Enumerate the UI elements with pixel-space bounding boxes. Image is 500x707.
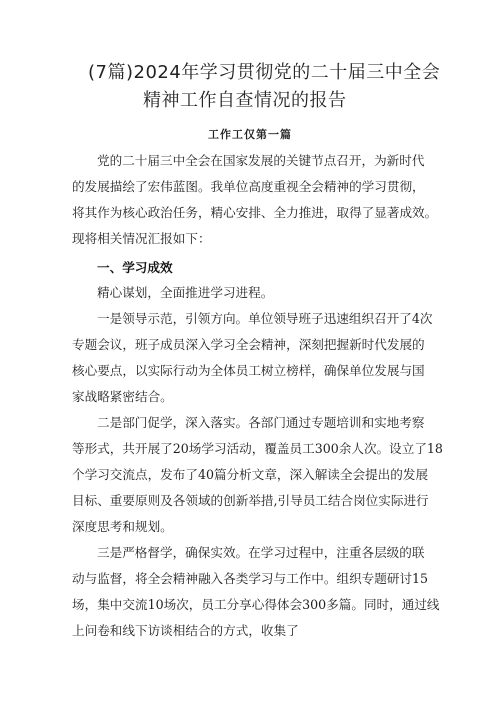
paragraph-two-line-3: 个学习交流点，发布了40篇分析文章，深入解读全会提出的发展: [72, 467, 429, 482]
intro-line-1: 党的二十届三中全会在国家发展的关键节点召开，为新时代: [97, 153, 425, 168]
paragraph-three-line-2: 动与监督，将全会精神融入各类学习与工作中。组织专题研讨15: [72, 571, 429, 586]
paragraph-one-line-3: 核心要点，以实际行动为全体员工树立榜样，确保单位发展与国: [72, 363, 425, 378]
paragraph-three-line-3: 场，集中交流10场次，员工分享心得体会300多篇。同时，通过线: [72, 597, 440, 612]
paragraph-three-line-1: 三是严格督学，确保实效。在学习过程中，注重各层级的联: [97, 545, 425, 560]
paragraph-one-line-1: 一是领导示范，引领方向。单位领导班子迅速组织召开了4次: [97, 311, 433, 326]
paragraph-one-line-4: 家战略紧密结合。: [72, 389, 173, 404]
paragraph-two-line-1: 二是部门促学，深入落实。各部门通过专题培训和实地考察: [97, 415, 425, 430]
section-intro-line: 精心谋划，全面推进学习进程。: [97, 285, 274, 300]
document-subtitle: 工作工仅第一篇: [208, 128, 292, 141]
paragraph-two-line-4: 目标、重要原则及各领域的创新举措,引导员工结合岗位实际进行: [72, 493, 429, 508]
paragraph-one-line-2: 专题会议，班子成员深入学习全会精神，深刻把握新时代发展的: [72, 337, 425, 352]
paragraph-two-line-2: 等形式，共开展了20场学习活动，覆盖员工300余人次。设立了18: [72, 441, 443, 456]
paragraph-three-line-4: 上问卷和线下访谈相结合的方式，收集了: [72, 623, 299, 638]
paragraph-two-line-5: 深度思考和规划。: [72, 519, 173, 534]
intro-line-3: 将其作为核心政治任务，精心安排、全力推进，取得了显著成效。: [72, 205, 438, 220]
intro-line-4: 现将相关情况汇报如下：: [72, 231, 211, 246]
document-title-line-1: (7篇)2024年学习贯彻党的二十届三中全会: [88, 62, 441, 83]
section-heading: 一、学习成效: [97, 260, 173, 275]
intro-line-2: 的发展描绘了宏伟蓝图。我单位高度重视全会精神的学习贯彻，: [72, 179, 425, 194]
document-title-line-2: 精神工作自查情况的报告: [143, 90, 347, 111]
